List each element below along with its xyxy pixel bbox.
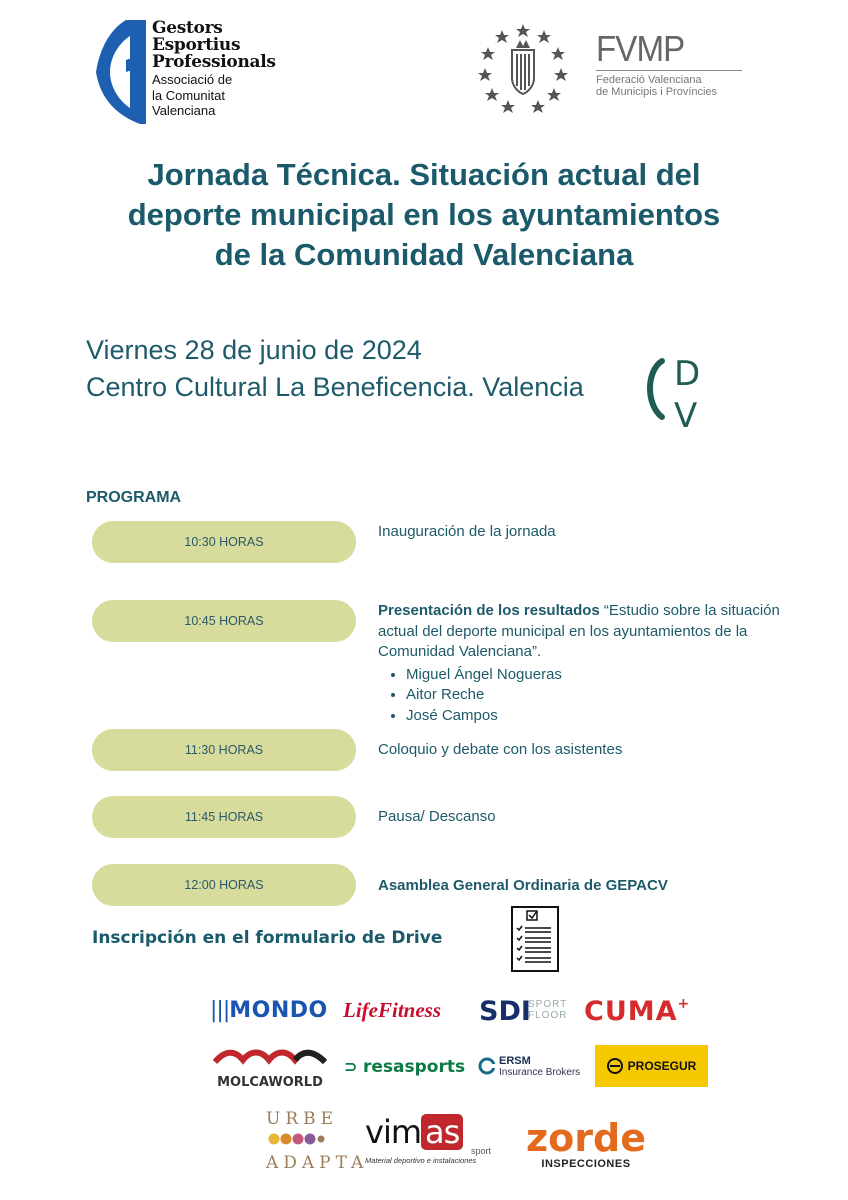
- zorde-text: zorde: [526, 1116, 646, 1160]
- ersm-name: ERSM: [499, 1055, 531, 1067]
- gepacv-name-line: Esportius: [152, 35, 241, 55]
- title-line: de la Comunidad Valenciana: [214, 237, 634, 272]
- fvmp-sub-line: de Municipis i Províncies: [596, 86, 718, 98]
- gepacv-name-line: Professionals: [152, 52, 276, 72]
- time-pill: 10:45 HORAS: [92, 600, 356, 642]
- sponsor-lifefitness-logo: LifeFitness: [343, 998, 441, 1022]
- ersm-sub: Insurance Brokers: [499, 1067, 581, 1078]
- sponsor-prosegur-logo: [595, 1045, 708, 1087]
- resasports-text: resasports: [362, 1057, 466, 1077]
- zorde-sub-text: INSPECCIONES: [541, 1158, 631, 1170]
- gepacv-sub-line: la Comunitat: [152, 87, 225, 103]
- title-line: Jornada Técnica. Situación actual del: [147, 157, 701, 192]
- vimas-tagline: Material deportivo e instalaciones: [365, 1156, 477, 1165]
- time-pill: 12:00 HORAS: [92, 864, 356, 906]
- adapta-text: ADAPTA: [266, 1153, 369, 1173]
- ersm-icon: [478, 1057, 496, 1075]
- program-item-text: Coloquio y debate con los asistentes: [378, 741, 623, 758]
- sponsor-resasports-logo: [344, 1057, 465, 1077]
- sdi-sub-text: [528, 999, 567, 1021]
- mondo-text: MONDO: [229, 998, 328, 1023]
- vimas-text: vim: [365, 1113, 421, 1151]
- prosegur-icon: [607, 1058, 623, 1074]
- sponsor-cuma-logo: [584, 996, 690, 1027]
- gepacv-sub-line: Valenciana: [152, 103, 216, 118]
- program-heading: PROGRAMA: [86, 489, 182, 506]
- molca-wave-icon: [213, 1048, 327, 1068]
- registration-link[interactable]: Inscripción en el formulario de Drive: [92, 928, 443, 948]
- fvmp-logo: [596, 30, 746, 98]
- sdi-sub-line: SPORT: [528, 999, 568, 1010]
- resasports-icon: ⊃: [344, 1057, 363, 1076]
- program-item-bold: Presentación de los resultados: [378, 602, 600, 619]
- mondo-bars-icon: |||: [210, 998, 230, 1023]
- sponsor-sdi-logo: SDI: [479, 996, 531, 1027]
- prosegur-text: PROSEGUR: [627, 1059, 697, 1073]
- urbe-text: URBE: [266, 1109, 339, 1129]
- title-line: deporte municipal en los ayuntamientos: [127, 197, 721, 232]
- fvmp-divider: [596, 70, 742, 71]
- vimas-box-text: as: [421, 1114, 463, 1150]
- time-pill: 11:45 HORAS: [92, 796, 356, 838]
- program-item-bold: Asamblea General Ordinaria de GEPACV: [378, 877, 668, 894]
- sponsor-molcaworld-logo: [213, 1048, 327, 1090]
- speaker-item: • José Campos: [406, 706, 818, 727]
- speaker-item: • Aitor Reche: [406, 685, 818, 706]
- event-place: Centro Cultural La Beneficencia. Valencia: [86, 372, 584, 402]
- sponsor-zorde-logo: [521, 1118, 651, 1170]
- sdi-sub-line: FLOOR: [528, 1010, 568, 1021]
- cuma-text: CUMA: [584, 996, 678, 1027]
- event-date: Viernes 28 de junio de 2024: [86, 335, 422, 365]
- cuma-plus-icon: +: [677, 996, 691, 1012]
- fvmp-sub-line: Federació Valenciana: [596, 74, 702, 86]
- vimas-sport-text: sport: [470, 1146, 491, 1156]
- generalitat-seal-logo: [476, 20, 570, 114]
- program-item-text: “Estudio sobre la situación actual del deporte municipal en los ayuntamientos de la Comunidad Valenciana”.: [378, 602, 780, 660]
- program-item-presentation: [378, 601, 818, 726]
- time-pill: 11:30 HORAS: [92, 729, 356, 771]
- program-item-text: Inauguración de la jornada: [378, 523, 556, 540]
- urbe-dots-icon: [267, 1132, 325, 1146]
- gepacv-sub-line: Associació de: [152, 72, 233, 87]
- dv-letter-d: D: [674, 354, 701, 394]
- molca-text: MOLCAWORLD: [217, 1075, 323, 1090]
- speaker-item: • Miguel Ángel Nogueras: [406, 665, 818, 686]
- dv-logo: [640, 345, 720, 435]
- speaker-list: [378, 665, 818, 727]
- page-title: [60, 155, 788, 275]
- gepacv-name-line: Gestors: [152, 18, 223, 38]
- sponsor-urbe-adapta-logo: [266, 1108, 369, 1174]
- form-checklist-icon[interactable]: [511, 906, 559, 972]
- gepacv-logo-text: [152, 20, 352, 118]
- sponsor-vimas-logo: [365, 1114, 491, 1165]
- sponsor-mondo-logo: [210, 998, 328, 1023]
- sponsor-ersm-logo: [478, 1055, 580, 1079]
- event-info: [86, 332, 584, 406]
- gepacv-logo-mark: [96, 20, 146, 124]
- dv-letter-v: V: [674, 396, 698, 435]
- time-pill: 10:30 HORAS: [92, 521, 356, 563]
- program-item-text: Pausa/ Descanso: [378, 808, 496, 825]
- fvmp-acronym: FVMP: [596, 28, 685, 69]
